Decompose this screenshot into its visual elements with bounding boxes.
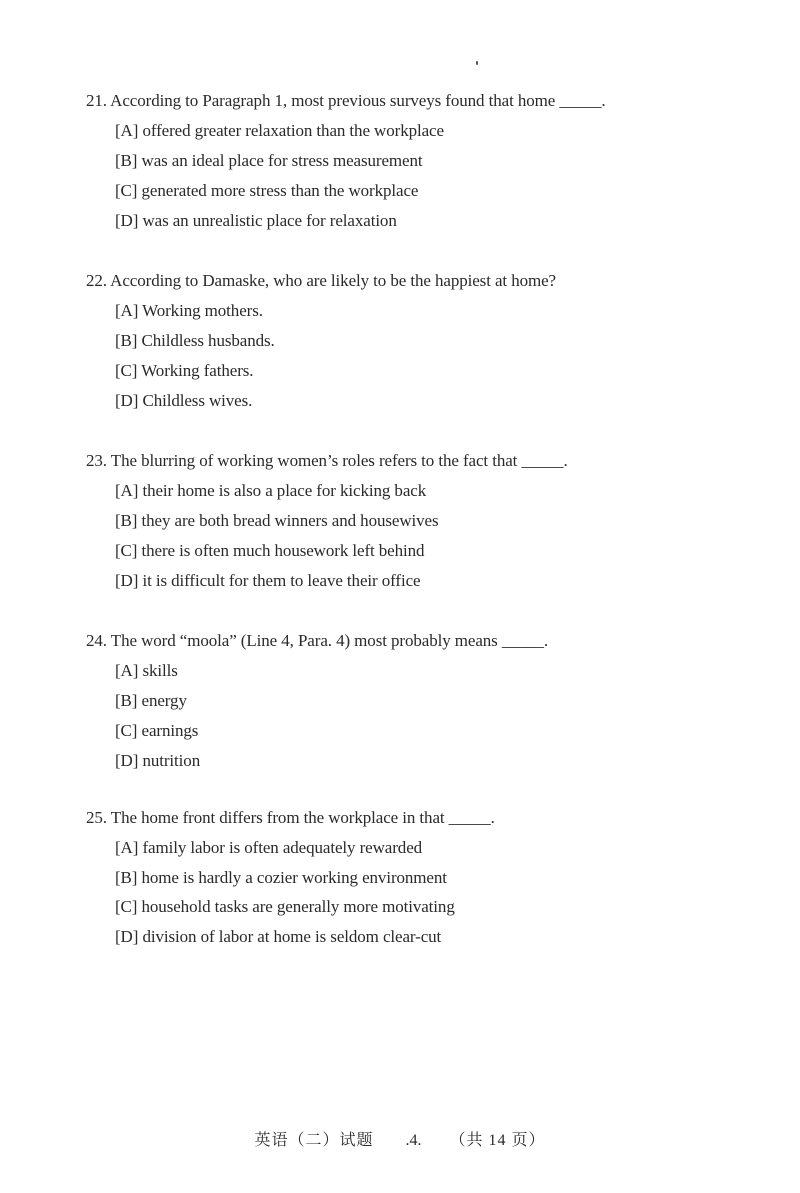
question-stem: 25. The home front differs from the workplace in that _____. — [86, 808, 495, 827]
page-footer — [0, 1129, 800, 1153]
option-d: [D] division of labor at home is seldom clear-cut — [115, 926, 442, 946]
option-b: [B] was an ideal place for stress measurement — [115, 151, 423, 170]
exam-title: 英语（二）试题 — [254, 1132, 374, 1149]
question-stem: 24. The word “moola” (Line 4, Para. 4) most probably means _____. — [86, 631, 548, 650]
question-stem: 22. According to Damaske, who are likely to be the happiest at home? — [86, 271, 557, 290]
option-a: [A] Working mothers. — [115, 301, 263, 320]
option-c: [C] generated more stress than the workplace — [115, 181, 419, 200]
question-stem: 21. According to Paragraph 1, most previous surveys found that home _____. — [86, 91, 606, 110]
question-25 — [86, 803, 746, 951]
option-d: [D] Childless wives. — [115, 391, 253, 410]
option-d: [D] was an unrealistic place for relaxation — [115, 211, 397, 230]
option-b: [B] energy — [115, 691, 187, 710]
question-21 — [86, 86, 746, 236]
option-a: [A] their home is also a place for kicking back — [115, 481, 427, 500]
option-a: [A] skills — [115, 661, 178, 680]
question-stem: 23. The blurring of working women’s roles refers to the fact that _____. — [86, 451, 568, 470]
option-b: [B] they are both bread winners and housewives — [115, 511, 439, 530]
question-24 — [86, 626, 746, 776]
question-23 — [86, 446, 746, 596]
option-c: [C] household tasks are generally more motivating — [115, 897, 455, 916]
option-a: [A] family labor is often adequately rewarded — [115, 838, 423, 857]
question-22 — [86, 266, 746, 416]
option-a: [A] offered greater relaxation than the workplace — [115, 121, 444, 140]
option-b: [B] Childless husbands. — [115, 331, 275, 350]
option-d: [D] nutrition — [115, 751, 201, 770]
total-pages: （共 14 页） — [449, 1132, 546, 1149]
scan-speck — [476, 61, 478, 65]
page-number: .4. — [405, 1132, 422, 1149]
option-b: [B] home is hardly a cozier working environment — [115, 867, 447, 887]
option-c: [C] there is often much housework left behind — [115, 541, 425, 560]
option-c: [C] Working fathers. — [115, 361, 254, 380]
option-d: [D] it is difficult for them to leave their office — [115, 571, 421, 590]
option-c: [C] earnings — [115, 721, 199, 740]
